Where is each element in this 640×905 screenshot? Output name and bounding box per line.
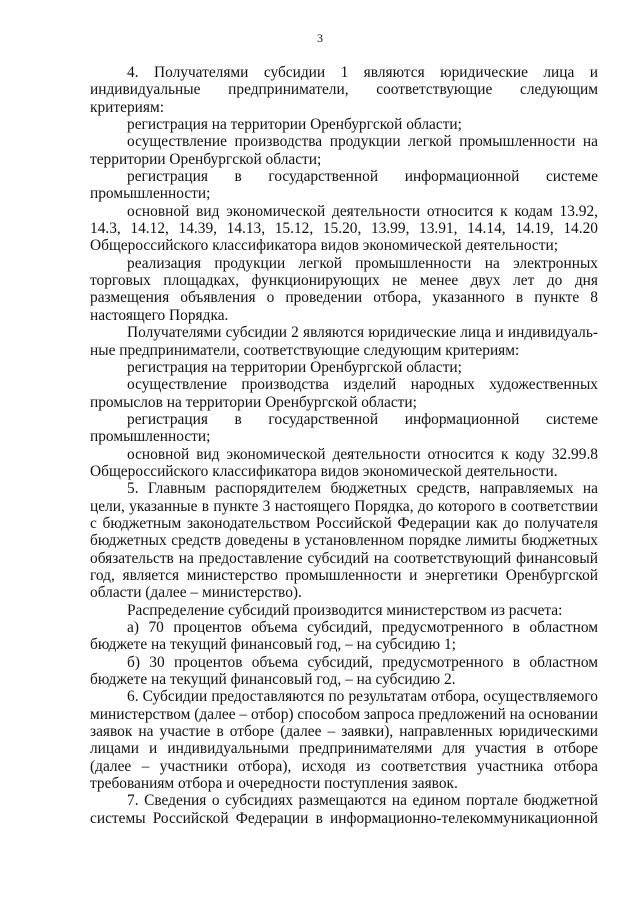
text-line: регистрация в государственной информационной системе	[127, 410, 598, 428]
text-line: заявок на участие в отборе (далее – заявки), направленных юридическими	[90, 723, 598, 741]
text-line: индивидуальные предприниматели, соответствующие следующим	[90, 81, 598, 99]
text-line: промышленности;	[90, 428, 211, 446]
text-line: Общероссийского классификатора видов экономической деятельности.	[90, 462, 558, 480]
text-line: промышленности;	[90, 185, 211, 203]
text-line: 5. Главным распорядителем бюджетных средств, направляемых на	[127, 480, 598, 498]
text-line: Получателями субсидии 2 являются юридические лица и индивидуаль-	[127, 324, 598, 342]
text-line: области (далее – министерство).	[90, 584, 302, 602]
text-line: реализация продукции легкой промышленности на электронных	[127, 254, 598, 272]
page-number: 3	[317, 31, 323, 45]
text-line: промыслов на территории Оренбургской области;	[90, 393, 417, 411]
text-line: территории Оренбургской области;	[90, 150, 322, 168]
text-line: осуществление производства продукции легкой промышленности на	[127, 133, 598, 151]
text-line: Общероссийского классификатора видов экономической деятельности;	[90, 237, 558, 255]
text-line: бюджете на текущий финансовый год, – на субсидию 1;	[90, 636, 456, 654]
text-line: торговых площадках, функционирующих не менее двух лет до дня	[90, 272, 598, 290]
text-line: год, является министерство промышленности и энергетики Оренбургской	[90, 566, 598, 584]
text-line: регистрация на территории Оренбургской области;	[127, 358, 462, 376]
text-line: критериям:	[90, 98, 164, 116]
text-line: обязательств на предоставление субсидий на соответствующий финансовый	[90, 549, 598, 567]
text-line: с бюджетным законодательством Российской Федерации как до получателя	[90, 514, 598, 532]
text-line: 4. Получателями субсидии 1 являются юридические лица и	[127, 64, 598, 81]
text-line: осуществление производства изделий народных художественных	[127, 376, 598, 394]
text-line: требованиям отбора и очередности поступления заявок.	[90, 775, 458, 793]
text-line: размещения объявления о проведении отбора, указанного в пункте 8	[90, 289, 598, 307]
text-line: 6. Субсидии предоставляются по результатам отбора, осуществляемого	[127, 688, 598, 706]
text-line: основной вид экономической деятельности относится к кодам 13.92,	[127, 202, 598, 220]
text-line: цели, указанные в пункте 3 настоящего Порядка, до которого в соответствии	[90, 497, 598, 515]
text-line: а) 70 процентов объема субсидий, предусмотренного в областном	[127, 619, 598, 636]
text-line: системы Российской Федерации в информационно-телекоммуникационной	[90, 809, 598, 827]
text-line: лицами и индивидуальными предпринимателями для участия в отборе	[90, 740, 598, 758]
document-body	[90, 64, 598, 827]
text-line: Распределение субсидий производится министерством из расчета:	[127, 601, 563, 619]
text-line: бюджетных средств доведены в установленном порядке лимиты бюджетных	[90, 532, 598, 550]
text-line: (далее – участники отбора), исходя из соответствия участника отбора	[90, 757, 598, 775]
text-line: 7. Сведения о субсидиях размещаются на едином портале бюджетной	[127, 792, 598, 810]
text-line: министерством (далее – отбор) способом запроса предложений на основании	[90, 705, 598, 723]
text-line: регистрация в государственной информационной системе	[127, 168, 598, 186]
text-line: ные предприниматели, соответствующие следующим критериям:	[90, 341, 520, 359]
text-line: бюджете на текущий финансовый год, – на субсидию 2.	[90, 671, 456, 689]
text-line: настоящего Порядка.	[90, 306, 229, 324]
text-line: 14.3, 14.12, 14.39, 14.13, 15.12, 15.20, 13.99, 13.91, 14.14, 14.19, 14.20	[90, 220, 598, 238]
text-line: б) 30 процентов объема субсидий, предусмотренного в областном	[127, 653, 598, 671]
text-line: основной вид экономической деятельности относится к коду 32.99.8	[127, 445, 598, 463]
text-line: регистрация на территории Оренбургской области;	[127, 116, 462, 134]
